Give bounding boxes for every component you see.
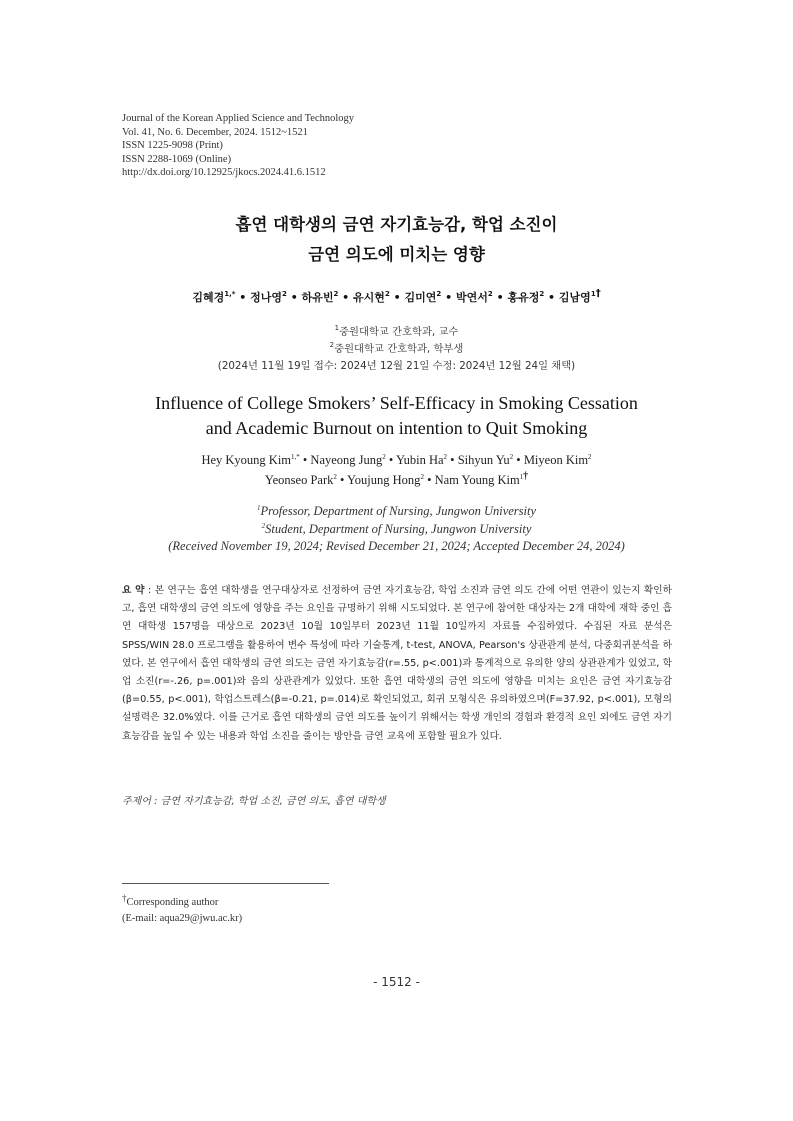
author-affiliation-mark: 2	[509, 453, 514, 461]
author-separator: •	[423, 472, 435, 487]
issn-online: ISSN 2288-1069 (Online)	[122, 153, 232, 165]
author-affiliation-mark: 2	[382, 453, 386, 461]
keywords: 주제어 : 금연 자기효능감, 학업 소진, 금연 의도, 흡연 대학생	[122, 796, 386, 807]
author-name: Nayeong Jung	[310, 453, 383, 467]
author-separator: •	[492, 291, 508, 304]
author-affiliation-mark: 1	[590, 290, 596, 298]
author-affiliation-mark: 2	[282, 290, 287, 298]
abstract	[122, 582, 672, 746]
korean-title-line2: 금연 의도에 미치는 영향	[308, 245, 485, 264]
journal-name: Journal of the Korean Applied Science and Technology	[122, 113, 355, 124]
english-dates: (Received November 19, 2024; Revised December 21, 2024; Accepted December 24, 2024)	[168, 539, 625, 553]
author-name: 정나영	[250, 291, 282, 304]
author-separator: •	[286, 291, 302, 304]
author-separator: •	[336, 472, 348, 487]
footnote-divider	[122, 883, 329, 884]
korean-affiliation-2: $^2$중원대학교 간호학과, 학부생	[329, 341, 464, 355]
author-separator: •	[441, 291, 456, 304]
dagger-mark: †	[122, 893, 127, 903]
author-affiliation-mark: 2	[588, 453, 592, 461]
korean-title	[0, 210, 793, 270]
corresponding-dagger: †	[595, 288, 601, 299]
english-affiliation-1: $^1$Professor, Department of Nursing, Jungwon University	[256, 504, 537, 518]
author-affiliation-mark: 2	[333, 472, 337, 481]
author-affiliation-mark: 2	[487, 290, 493, 298]
author-name: Sihyun Yu	[457, 453, 510, 467]
author-name: 홍유정	[507, 291, 540, 304]
author-separator: •	[338, 291, 354, 304]
journal-header	[122, 112, 354, 180]
korean-affiliation-1: $^1$중원대학교 간호학과, 교수	[334, 324, 459, 338]
english-title	[0, 391, 793, 441]
corresponding-dagger: †	[523, 470, 529, 482]
footnote	[122, 895, 242, 927]
author-name: Yeonseo Park	[264, 472, 334, 487]
author-name: Youjung Hong	[347, 472, 421, 487]
author-affiliation-mark: 2	[420, 472, 424, 481]
author-affiliation-mark: 2	[436, 290, 442, 298]
author-name: 김혜경	[192, 291, 225, 304]
author-affiliation-mark: 1,*	[224, 290, 236, 298]
english-authors-line1	[0, 451, 793, 471]
page-number: - 1512 -	[373, 975, 420, 989]
author-name: 김미연	[404, 291, 437, 304]
english-title-line1: Influence of College Smokers’ Self-Efficacy in Smoking Cessation	[155, 393, 638, 413]
journal-volume: Vol. 41, No. 6. December, 2024. 1512~1521	[122, 126, 308, 138]
english-affiliation-2: $^2$Student, Department of Nursing, Jungwon University	[261, 521, 532, 536]
author-separator: •	[389, 291, 405, 304]
author-separator: •	[299, 453, 311, 467]
author-separator: •	[447, 453, 458, 467]
abstract-text: : 본 연구는 흡연 대학생을 연구대상자로 선정하여 금연 자기효능감, 학업 소진과 금연 의도 간에 어떤 연관이 있는지 확인하고, 흡연 대학생의 금연 의도에 영향을 주는 요인을 규명하기 위해 시도되었다. 본 연구에 참여한 대상자는 2개 대학에 재학 중인 흡연 대학생 157명을 대상으로 2023년 10월 10일부터 2023년 11월 10일까지 자료를 수집하였다. 수집된 자료 분석은 SPSS/WIN 28.0 프로그램을 활용하여 변수 특성에 따라 기술통계, t-test, ANOVA, Pearson's 상관관계 분석, 다중회귀분석을 하였다. 본 연구에서 흡연 대학생의 금연 의도는 금연 자기효능감(r=.55, p<.001)과 통계적으로 유의한 양의 상관관계가 있었고, 학업 소진(r=-.26, p=.001)와 음의 상관관계가 있었다. 또한 흡연 대학생의 금연 의도에 영향을 미치는 요인은 금연 자기효능감(β=0.55, p<.001), 학업스트레스(β=-0.21, p=.014)로 확인되었고, 회귀 모형식은 유의하였으며(F=37.92, p<.001), 모형의 설명력은 32.0%였다. 이를 근거로 흡연 대학생의 금연 의도를 높이기 위해서는 학생 개인의 경험과 환경적 요인 외에도 금연 자기효능감을 높일 수 있는 내용과 학업 소진을 줄이는 방안을 금연 교육에 포함할 필요가 있다.	[122, 585, 672, 742]
doi-link[interactable]: http://dx.doi.org/10.12925/jkocs.2024.41.6.1512	[122, 167, 326, 179]
issn-print: ISSN 1225-9098 (Print)	[122, 140, 223, 152]
author-separator: •	[544, 291, 559, 304]
author-separator: •	[513, 453, 524, 467]
english-authors	[0, 451, 793, 490]
author-affiliation-mark: 2	[333, 290, 339, 298]
korean-authors	[0, 289, 793, 305]
english-title-line2: and Academic Burnout on intention to Quit Smoking	[205, 418, 588, 438]
author-separator: •	[385, 453, 396, 467]
author-affiliation-mark: 1,*	[291, 453, 300, 461]
author-name: Miyeon Kim	[523, 453, 589, 467]
author-name: Yubin Ha	[395, 453, 444, 467]
english-authors-line2	[0, 471, 793, 491]
corresponding-author: †Corresponding author	[122, 893, 219, 908]
korean-dates: (2024년 11월 19일 접수: 2024년 12월 21일 수정: 2024년 12월 24일 채택)	[217, 360, 576, 372]
english-affiliations	[0, 503, 793, 556]
author-separator: •	[235, 291, 251, 304]
author-name: Nam Young Kim	[434, 472, 520, 487]
author-name: 박연서	[455, 291, 488, 304]
author-affiliation-mark: 1	[519, 472, 524, 481]
author-name: 김남영	[558, 291, 591, 304]
abstract-label: 요 약	[122, 585, 145, 596]
author-affiliation-mark: 2	[539, 290, 545, 298]
author-affiliation-mark: 2	[443, 453, 448, 461]
author-name: Hey Kyoung Kim	[201, 453, 292, 467]
corresponding-email[interactable]: (E-mail: aqua29@jwu.ac.kr)	[122, 913, 243, 924]
korean-title-line1: 흡연 대학생의 금연 자기효능감, 학업 소진이	[235, 215, 558, 234]
author-name: 하유빈	[301, 291, 334, 304]
author-name: 유시현	[353, 291, 385, 304]
author-affiliation-mark: 2	[384, 290, 390, 298]
korean-affiliations	[0, 324, 793, 375]
